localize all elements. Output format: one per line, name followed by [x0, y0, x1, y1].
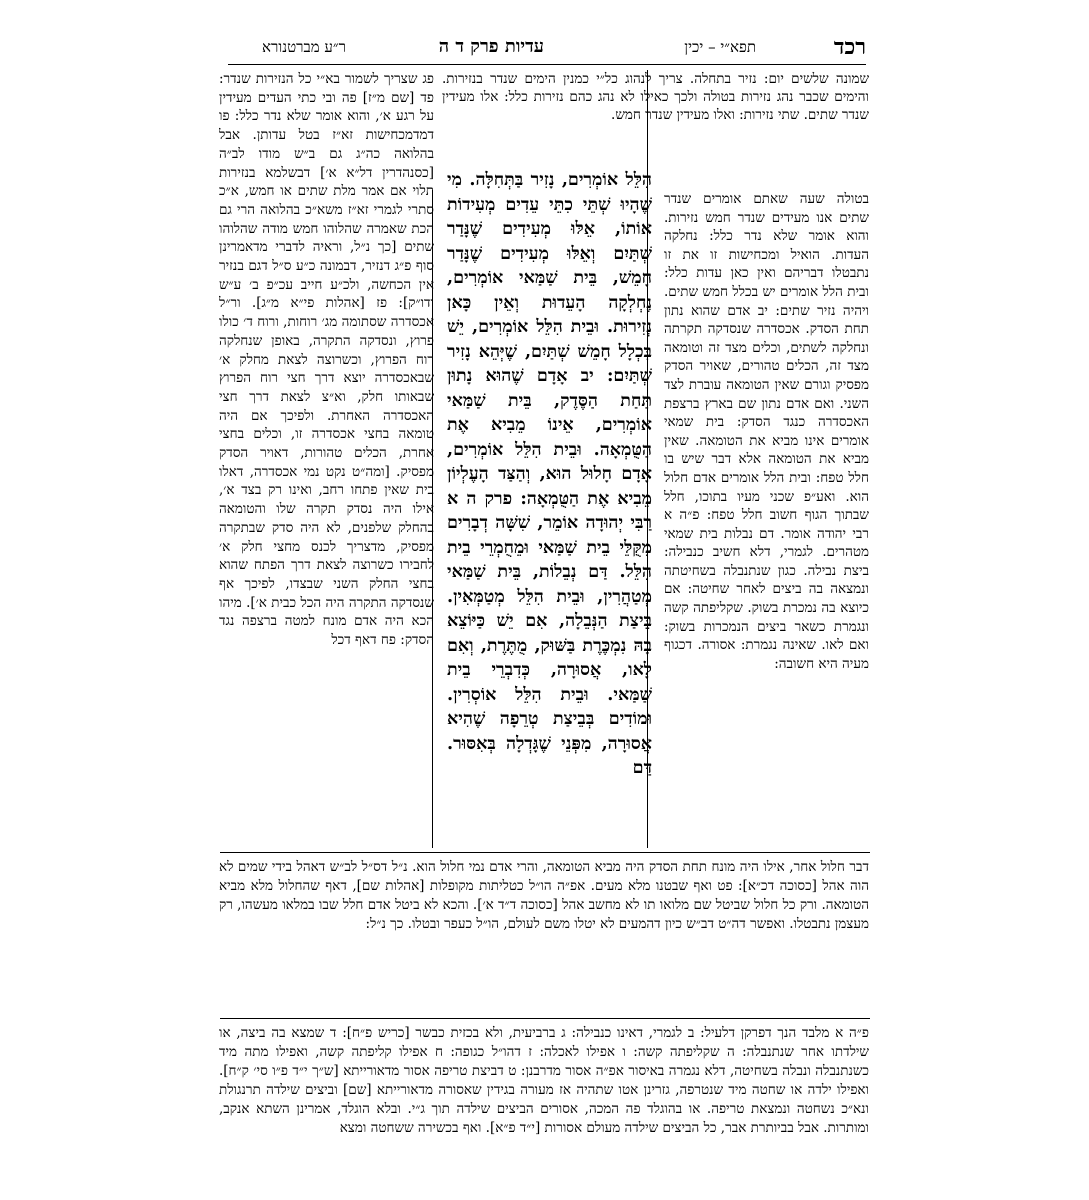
section-divider [220, 1018, 870, 1019]
running-header [228, 34, 866, 65]
folio-range: תפא״י – יכין [684, 38, 756, 56]
tractate-title: עדיות פרק ד ה [438, 36, 544, 57]
mishnah-text: הִלֵּל אוֹמְרִים, נָזִיר בַּתְּחִלָּה. מִי שֶׁהָיוּ שְׁתֵּי כִתֵּי עֵדִים מְעִידוֹת אוֹתוֹ, אֵלּוּ מְעִידִים שֶׁנָּדַר שְׁתַּיִם וְאֵלּוּ מְעִידִים שֶׁנָּדַר חָמֵשׁ, בֵּית שַׁמַּאי אוֹמְרִים, נֶחְלְקָה הָעֵדוּת וְאֵין כָּאן נְזִירוּת. וּבֵית הִלֵּל אוֹמְרִים, יֵשׁ בִּכְלָל חָמֵשׁ שְׁתַּיִם, שֶׁיְּהֵא נָזִיר שְׁתַּיִם: יב אָדָם שֶׁהוּא נָתוּן תַּחַת הַסֶּדֶק, בֵּית שַׁמַּאי אוֹמְרִים, אֵינוֹ מֵבִיא אֶת הַטֻּמְאָה. וּבֵית הִלֵּל אוֹמְרִים, אָדָם חָלוּל הוּא, וְהַצַּד הָעֶלְיוֹן מֵבִיא אֶת הַטֻּמְאָה: פרק ה א רַבִּי יְהוּדָה אוֹמֵר, שִׁשָּׁה דְבָרִים מִקֻּלֵּי בֵית שַׁמַּאי וּמֵחֻמְרֵי בֵית הִלֵּל. דַּם נְבֵלוֹת, בֵּית שַׁמַּאי מְטַהֲרִין, וּבֵית הִלֵּל מְטַמְּאִין. בֵּיצַת הַנְּבֵלָה, אִם יֵשׁ כַּיּוֹצֵא בָהּ נִמְכֶּרֶת בַּשּׁוּק, מֻתֶּרֶת, וְאִם לָאו, אֲסוּרָה, כְּדִבְרֵי בֵית שַׁמַּאי. וּבֵית הִלֵּל אוֹסְרִין. וּמוֹדִים בְּבֵיצַת טְרֵפָה שֶׁהִיא אֲסוּרָה, מִפְּנֵי שֶׁגָּדְלָה בְּאִסּוּר. דַּם [447, 170, 652, 778]
page-number: רכד [833, 34, 866, 60]
tosafot-commentary-top: שמונה שלשים יום: נזיר בתחלה. צריך לנהוג כל״י כמנין הימים שנדר בנזירות. והימים שכבר נהג נזירות בטולה ולכך כאילו לא נהג כהם נזירות כלל: אלו מעידין שנדר שתים. שתי נזירות: ואלו מעידין שנדר חמש. [442, 71, 869, 123]
tosafot-commentary-side: בטולה שעה שאתם אומרים שנדר שתים אנו מעידים שנדר חמש נזירות. והוא אומר שלא נדר כלל: נחלקה העדות. הואיל ומכחישות זו את זו נתבטלו דבריהם ואין כאן עדות כלל: ובית הלל אומרים יש בכלל חמש שתים. ויהיה נזיר שתים: יב אדם שהוא נתון תחת הסדק. אכסדרה שנסדקה תקרתה ונחלקה לשתים, וכלים מצד זה וטומאה מצד זה, הכלים טהורים, שאויר הסדק מפסיק וגורם שאין הטומאה עוברת לצד השני. ואם אדם נתון שם בארץ ברצפת האכסדרה כנגד הסדק: בית שמאי אומרים אינו מביא את הטומאה. שאין מביא את הטומאה אלא דבר שיש בו חלל טפח: ובית הלל אומרים אדם חלול הוא. ואע״פ שכני מעיו בתוכו, חלל שבתוך הגוף חשוב חלל טפח: פ״ה א רבי יהודה אומר. דם נבלות בית שמאי מטהרים. לגמרי, דלא חשיב כנבילה: ביצת נבילה. כגון שנתנבלה בשחיטתה ונמצאה בה ביצים לאחר שחיטה: אם כיוצא בה נמכרת בשוק. שקליפתה קשה ונגמרת כשאר ביצים הנמכרות בשוק: ואם לאו. שאינה נגמרת: אסורה. דכגוף מעיה היא חשובה: [664, 191, 869, 672]
footnotes: פ״ה א מלבד הנך דפרקן דלעיל: ב לגמרי, דאינו כנבילה: ג ברביעית, ולא בכזית כבשר [כריש פ״ח]: ד שמצא בה ביצה, או שילדתו אחר שנתנבלה: ה שקליפתה קשה: ו אפילו לאכלה: ז דהו״ל כגופה: ח אפילו קליפתה קשה, ואפילו מתה מיד כשנתנבלה ונבלה בשחיטה, דלא נגמרה באיסור אפ״ה אסור מדרבנן: ט דביצת טריפה אסור מדאורייתא [ש״ך י״ד פ״ו סי׳ ק״ח]. ואפילו ילדה או שחטה מיד שנטרפה, גזרינן אטו שתהיה אז מעורה בגידין שאסורה מדאורייתא [שם] וביצים שילדה תרנגולת ונא״כ נשחטה ונמצאת טריפה. או בהוגלד פה המכה, אסורים הביצים שילדה תוך ג״י. ובלא הוגלד, אמרינן השתא אנקב, ומותרות. אבל בביותרת אבר, כל הביצים שילדה מעולם אסורות [י״ד פ״א]. ואף בכשירה ששחטה ומצא [219, 1025, 869, 1136]
commentary-name: ר״ע מברטנורא [262, 38, 346, 56]
bartenura-commentary-continued: דבר חלול אחר, אילו היה מונח תחת הסדק היה מביא הטומאה, והרי אדם נמי חלול הוא. נ״ל דס״ל לב״ש דאהל בידי שמים לא הוה אהל [כסוכה דכ״א]: פט ואף שבטנו מלא מעים. אפ״ה הו״ל כטליתות מקופלות [אהלות שם], דאף שהחלול מלא מביא הטומאה. ורק כל חלול שביטל שם מלואו תו לא מחשב אהל [כסוכה ד״ד א׳]. והכא לא ביטל אדם חלל שבו במלאו מעשהו, רק מעצמן נתבטלו. ואפשר דה״ט דב״ש כיון דהמעים לא יטלו משם לעולם, הו״ל כעפר ובטלו. כך נ״ל: [219, 859, 869, 932]
bartenura-commentary: פג שצריך לשמור בא״י כל הנזירות שנדר: פד [שם מ״ז] פה ובי כתי העדים מעידין על רגע א׳, והוא אומר שלא נדר כלל: פו דמדמכחישות זא״ז בטל עדותן. אבל בהלואה כה״ג גם ב״ש מודו לב״ה [כסנהדרין דל״א א׳] דבשלמא בנזירות תלוי אם אמר מלת שתים או חמש, א״כ סתרי לגמרי זא״ז משא״כ בהלואה הרי גם הכת שאמרה שהלוהו חמש מודה שהלוהו שתים [כך נ״ל, וראיה לדברי מדאמרינן סוף פ״ג דנזיר, דבמונה כ״ע ס״ל דגם בנזיר אין הכחשה, ולכ״ע חייב עכ״פ ב׳ ע״ש ודו״ק]: פז [אהלות פי״א מ״ג]. ור״ל אכסדרה שסתומה מג׳ רוחות, ורוח ד׳ כולו פרוץ, ונסדקה התקרה, באופן שנחלקה רוח הפרוץ, וכשרוצה לצאת מחלק א׳ שבאכסדרה יוצא דרך חצי רוח הפרוץ שבאותו חלק, וא״צ לצאת דרך חצי האכסדרה האחרת. ולפיכך אם היה טומאה בחצי אכסדרה זו, וכלים בחצי אחרת, הכלים טהורות, דאויר הסדק מפסיק. [ומה״ט נקט נמי אכסדרה, דאלו בית שאין פתחו רחב, ואינו רק בצד א׳, אילו היה נסדק תקרה שלו והטומאה בהחלק שלפנים, לא היה סדק שבתקרה מפסיק, מדצריך לכנס מחצי חלק א׳ לחבירו כשרוצה לצאת דרך הפתח שהוא בחצי החלק השני שבצדו, לפיכך אף שנסדקה התקרה היה הכל כבית א׳]. מיהו הכא היה אדם מונח למטה ברצפה נגד הסדק: פח דאף דכל [219, 71, 434, 649]
